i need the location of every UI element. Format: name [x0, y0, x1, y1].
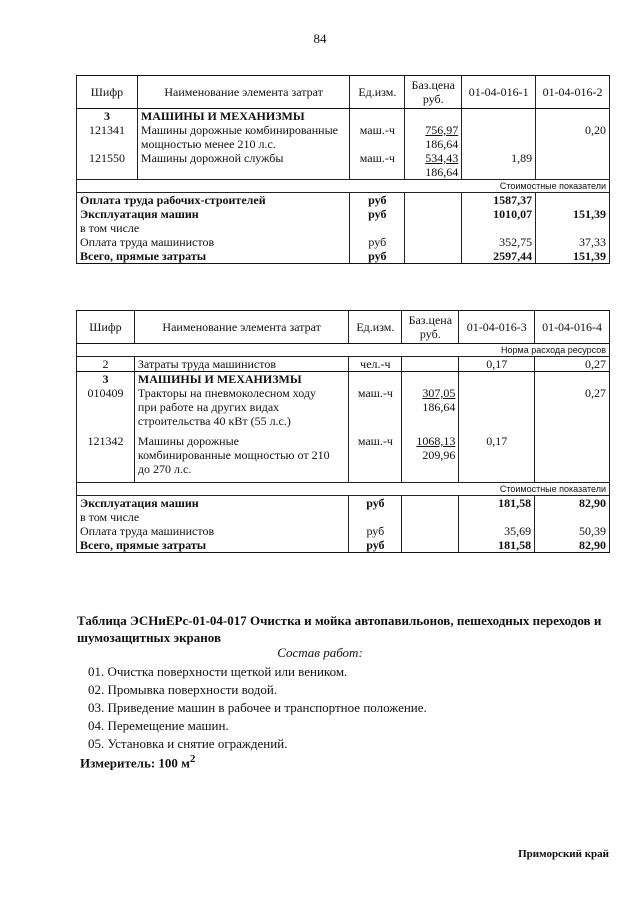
row-unit: маш.-ч: [350, 151, 405, 180]
row-code: 121341: [77, 123, 138, 151]
row-name-line: Тракторы на пневмоколесном ходу: [137, 386, 317, 400]
row-name: Машины дорожной службы: [137, 151, 349, 180]
row-price-base: 534,43: [425, 151, 459, 165]
cost-value-1: 35,69: [459, 524, 535, 538]
header-col-1: 01-04-016-3: [459, 311, 535, 344]
table-row: [77, 386, 610, 428]
cost-value-2: [536, 193, 610, 208]
cost-row: [77, 524, 610, 538]
row-code: 2: [77, 357, 135, 372]
row-value-2: 0,27: [535, 357, 610, 372]
header-col-2: 01-04-016-2: [536, 76, 610, 109]
work-item: 04. Перемещение машин.: [88, 718, 229, 733]
resource-norm-label: Норма расхода ресурсов: [77, 344, 610, 357]
section-title: МАШИНЫ И МЕХАНИЗМЫ: [134, 372, 348, 387]
cost-row: [77, 207, 610, 221]
header-name: Наименование элемента затрат: [134, 311, 348, 344]
row-name-line: комбинированные мощностью от 210: [137, 448, 330, 462]
row-name: [137, 123, 349, 151]
header-code: Шифр: [77, 76, 138, 109]
cost-name: Всего, прямые затраты: [77, 538, 349, 553]
section-number: 3: [77, 372, 135, 387]
table-row: [77, 151, 610, 180]
row-unit: маш.-ч: [349, 434, 402, 476]
row-price-wage: 186,64: [425, 165, 459, 179]
work-item: 05. Установка и снятие ограждений.: [88, 736, 288, 751]
table-row: [77, 434, 610, 476]
cost-value-1: 2597,44: [462, 249, 536, 264]
cost-unit: руб: [349, 538, 402, 553]
work-item: 01. Очистка поверхности щеткой или веником.: [88, 664, 348, 679]
cost-indicators-label-row: [77, 180, 610, 193]
header-price-line1: Баз.цена: [411, 78, 455, 92]
header-col-2: 01-04-016-4: [535, 311, 610, 344]
row-code: 121550: [77, 151, 138, 180]
works-list: [88, 663, 427, 753]
section-number: 3: [77, 109, 138, 124]
header-name: Наименование элемента затрат: [137, 76, 349, 109]
cost-row: [77, 510, 610, 524]
row-value-1: 0,17: [459, 357, 535, 372]
cost-name: Всего, прямые затраты: [77, 249, 350, 264]
cost-value-2: 151,39: [536, 207, 610, 221]
row-unit: маш.-ч: [349, 386, 402, 428]
composition-title: Состав работ:: [277, 645, 363, 660]
row-value-2: [536, 151, 610, 180]
row-name-line: мощностью менее 210 л.с.: [140, 137, 276, 151]
cost-indicators-label: Стоимостные показатели: [77, 180, 610, 193]
cost-row: [77, 538, 610, 553]
row-name-line: Машины дорожные комбинированные: [140, 123, 338, 137]
table-header-row: [77, 311, 610, 344]
cost-value-1: 1587,37: [462, 193, 536, 208]
measure-superscript: 2: [190, 753, 196, 765]
row-name: Затраты труда машинистов: [134, 357, 348, 372]
cost-value-1: 1010,07: [462, 207, 536, 221]
row-name-line: Машины дорожные: [137, 434, 239, 448]
cost-name: Эксплуатация машин: [77, 496, 349, 511]
header-col-1: 01-04-016-1: [462, 76, 536, 109]
cost-unit: руб: [350, 207, 405, 221]
header-price: [402, 311, 459, 344]
cost-value-2: 37,33: [536, 235, 610, 249]
section-row: [77, 109, 610, 124]
row-name-line: при работе на других видах: [137, 400, 280, 414]
header-unit: Ед.изм.: [350, 76, 405, 109]
cost-row: [77, 193, 610, 208]
labor-row: [77, 357, 610, 372]
row-value-1: 0,17: [459, 434, 535, 476]
cost-value-2: 82,90: [535, 538, 610, 553]
row-name-line: до 270 л.с.: [137, 462, 192, 476]
row-value-1: [459, 386, 535, 428]
row-unit: чел.-ч: [349, 357, 402, 372]
cost-row: [77, 235, 610, 249]
row-price: [405, 123, 462, 151]
cost-unit: руб: [349, 496, 402, 511]
resource-norm-label-row: [77, 344, 610, 357]
footer-region: Приморский край: [518, 848, 609, 860]
header-unit: Ед.изм.: [349, 311, 402, 344]
row-price-wage: 209,96: [422, 448, 456, 462]
row-name: [134, 434, 348, 476]
row-name: [134, 386, 348, 428]
cost-row: [77, 249, 610, 264]
cost-unit: руб: [350, 249, 405, 264]
table-header-row: [77, 76, 610, 109]
cost-name: Оплата труда рабочих-строителей: [77, 193, 350, 208]
row-unit: маш.-ч: [350, 123, 405, 151]
row-code: 121342: [77, 434, 135, 476]
cost-name: Эксплуатация машин: [77, 207, 350, 221]
cost-row: [77, 221, 610, 235]
row-value-2: 0,27: [535, 386, 610, 428]
cost-name: Оплата труда машинистов: [77, 235, 350, 249]
section-title: МАШИНЫ И МЕХАНИЗМЫ: [137, 109, 349, 124]
row-code: 010409: [77, 386, 135, 428]
cost-value-1: 352,75: [462, 235, 536, 249]
cost-name: в том числе: [77, 510, 349, 524]
cost-value-1: 181,58: [459, 496, 535, 511]
cost-value-1: 181,58: [459, 538, 535, 553]
measure-label: Измеритель: 100 м: [80, 755, 191, 771]
cost-unit: руб: [349, 524, 402, 538]
row-value-1: 1,89: [462, 151, 536, 180]
row-price-wage: 186,64: [425, 137, 459, 151]
row-price: [402, 434, 459, 476]
cost-unit: руб: [350, 193, 405, 208]
row-name-line: строительства 40 кВт (55 л.с.): [137, 414, 291, 428]
measure-unit: [80, 753, 195, 771]
row-price-base: 1068,13: [416, 434, 456, 448]
cost-value-2: 50,39: [535, 524, 610, 538]
work-item: 03. Приведение машин в рабочее и транспортное положение.: [88, 700, 427, 715]
row-price: [402, 386, 459, 428]
row-value-2: [535, 434, 610, 476]
cost-value-2: 151,39: [536, 249, 610, 264]
row-price-base: 307,05: [422, 386, 456, 400]
cost-indicators-label: Стоимостные показатели: [77, 483, 610, 496]
row-value-2: 0,20: [536, 123, 610, 151]
row-price-wage: 186,64: [422, 400, 456, 414]
section-row: [77, 372, 610, 387]
norm-table-1: [76, 75, 610, 264]
table-row: [77, 123, 610, 151]
row-value-1: [462, 123, 536, 151]
header-code: Шифр: [77, 311, 135, 344]
header-price-line2: руб.: [422, 92, 444, 106]
cost-indicators-label-row: [77, 483, 610, 496]
cost-name: в том числе: [77, 221, 350, 235]
work-item: 02. Промывка поверхности водой.: [88, 682, 278, 697]
cost-unit: руб: [350, 235, 405, 249]
norm-table-2: [76, 310, 610, 553]
row-price-base: 756,97: [425, 123, 459, 137]
header-price-line2: руб.: [419, 327, 441, 341]
header-price-line1: Баз.цена: [408, 313, 453, 327]
table-heading: Таблица ЭСНиЕРс-01-04-017 Очистка и мойка автопавильонов, пешеходных переходов и шумозащитных экранов: [77, 613, 602, 645]
cost-row: [77, 496, 610, 511]
cost-value-2: 82,90: [535, 496, 610, 511]
row-price: [405, 151, 462, 180]
cost-name: Оплата труда машинистов: [77, 524, 349, 538]
page-number: 84: [313, 31, 327, 46]
header-price: [405, 76, 462, 109]
